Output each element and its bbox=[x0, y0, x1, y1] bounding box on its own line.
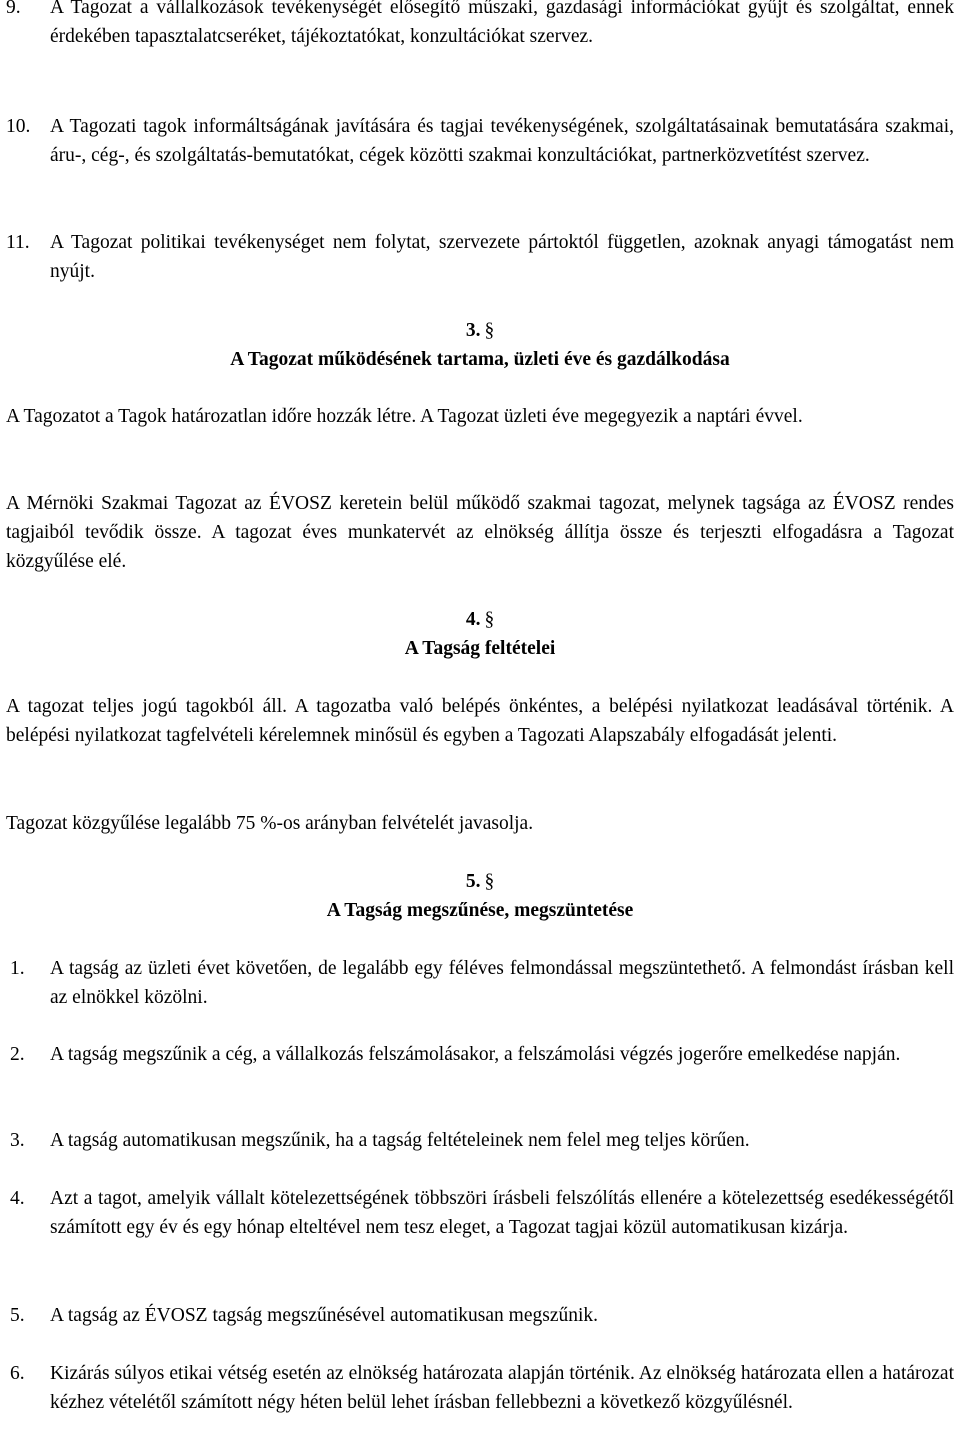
item-number: 10. bbox=[6, 116, 31, 137]
list-item bbox=[6, 1301, 954, 1330]
list-item bbox=[6, 112, 954, 170]
section-title: A Tagozat működésének tartama, üzleti éve és gazdálkodása bbox=[230, 349, 730, 370]
paragraph-sign: § bbox=[484, 609, 495, 630]
section-number: 4. § bbox=[465, 609, 495, 630]
item-text: Azt a tagot, amelyik vállalt kötelezettségének többszöri írásbeli felszólítás ellenére a kötelezettség esedékességétől számított egy év és egy hónap elteltével nem tesz eleget, a Tagozat tagjai közül automatikusan kizárja. bbox=[50, 1188, 954, 1238]
section-title: A Tagság megszűnése, megszüntetése bbox=[326, 900, 634, 921]
section-number: 5. § bbox=[465, 871, 495, 892]
item-number: 1. bbox=[10, 958, 25, 979]
item-number: 6. bbox=[10, 1363, 25, 1384]
item-text: A tagság megszűnik a cég, a vállalkozás felszámolásakor, a felszámolási végzés jogerőre emelkedése napján. bbox=[50, 1044, 901, 1065]
item-number: 5. bbox=[10, 1305, 25, 1326]
list-item bbox=[6, 1040, 954, 1069]
section-number: 3. § bbox=[465, 320, 495, 341]
list-item bbox=[6, 228, 954, 286]
paragraph-sign: § bbox=[484, 320, 495, 341]
item-number: 4. bbox=[10, 1188, 25, 1209]
item-text: A tagság az ÉVOSZ tagság megszűnésével automatikusan megszűnik. bbox=[50, 1305, 599, 1326]
list-item bbox=[6, 0, 954, 51]
paragraph: A Mérnöki Szakmai Tagozat az ÉVOSZ keretein belül működő szakmai tagozat, melynek tagsága az ÉVOSZ rendes tagjaiból tevődik össze. A tagozat éves munkatervét az elnökség állítja össze és terjeszti elfogadásra a Tagozat közgyűlése elé. bbox=[6, 493, 954, 572]
list-item bbox=[6, 1184, 954, 1242]
item-text: A tagság az üzleti évet követően, de legalább egy féléves felmondással megszüntethető. A felmondást írásban kell az elnökkel közölni. bbox=[50, 958, 954, 1008]
item-number: 11. bbox=[6, 232, 30, 253]
section-title: A Tagság feltételei bbox=[404, 638, 556, 659]
list-item bbox=[6, 954, 954, 1012]
item-text: A Tagozat a vállalkozások tevékenységét elősegítő műszaki, gazdasági információkat gyűjt és szolgáltat, ennek érdekében tapasztalatcseréket, tájékoztatókat, konzultációkat szervez. bbox=[50, 0, 954, 47]
item-number: 9. bbox=[6, 0, 21, 18]
item-text: A Tagozati tagok informáltságának javítására és tagjai tevékenységének, szolgáltatásainak bemutatására szakmai, áru-, cég-, és szolgáltatás-bemutatókat, cégek közötti szakmai konzultációkat, partnerközvetítést szervez. bbox=[50, 116, 954, 166]
item-number: 2. bbox=[10, 1044, 25, 1065]
item-number: 3. bbox=[10, 1130, 25, 1151]
paragraph-sign: § bbox=[484, 871, 495, 892]
paragraph: A Tagozatot a Tagok határozatlan időre hozzák létre. A Tagozat üzleti éve megegyezik a naptári évvel. bbox=[6, 406, 803, 427]
list-item bbox=[6, 1126, 954, 1155]
item-text: Kizárás súlyos etikai vétség esetén az elnökség határozata alapján történik. Az elnökség határozata ellen a határozat kézhez vételétől számított négy héten belül lehet írásban fellebbezni a következő közgyűlésnél. bbox=[50, 1363, 954, 1413]
list-item bbox=[6, 1359, 954, 1417]
item-text: A Tagozat politikai tevékenységet nem folytat, szervezete pártoktól független, azoknak anyagi támogatást nem nyújt. bbox=[50, 232, 954, 282]
paragraph: Tagozat közgyűlése legalább 75 %-os arányban felvételét javasolja. bbox=[6, 813, 534, 834]
item-text: A tagság automatikusan megszűnik, ha a tagság feltételeinek nem felel meg teljes körűen. bbox=[50, 1130, 750, 1151]
paragraph: A tagozat teljes jogú tagokból áll. A tagozatba való belépés önkéntes, a belépési nyilatkozat leadásával történik. A belépési nyilatkozat tagfelvételi kérelemnek minősül és egyben a Tagozati Alapszabály elfogadását jelenti. bbox=[6, 696, 954, 746]
